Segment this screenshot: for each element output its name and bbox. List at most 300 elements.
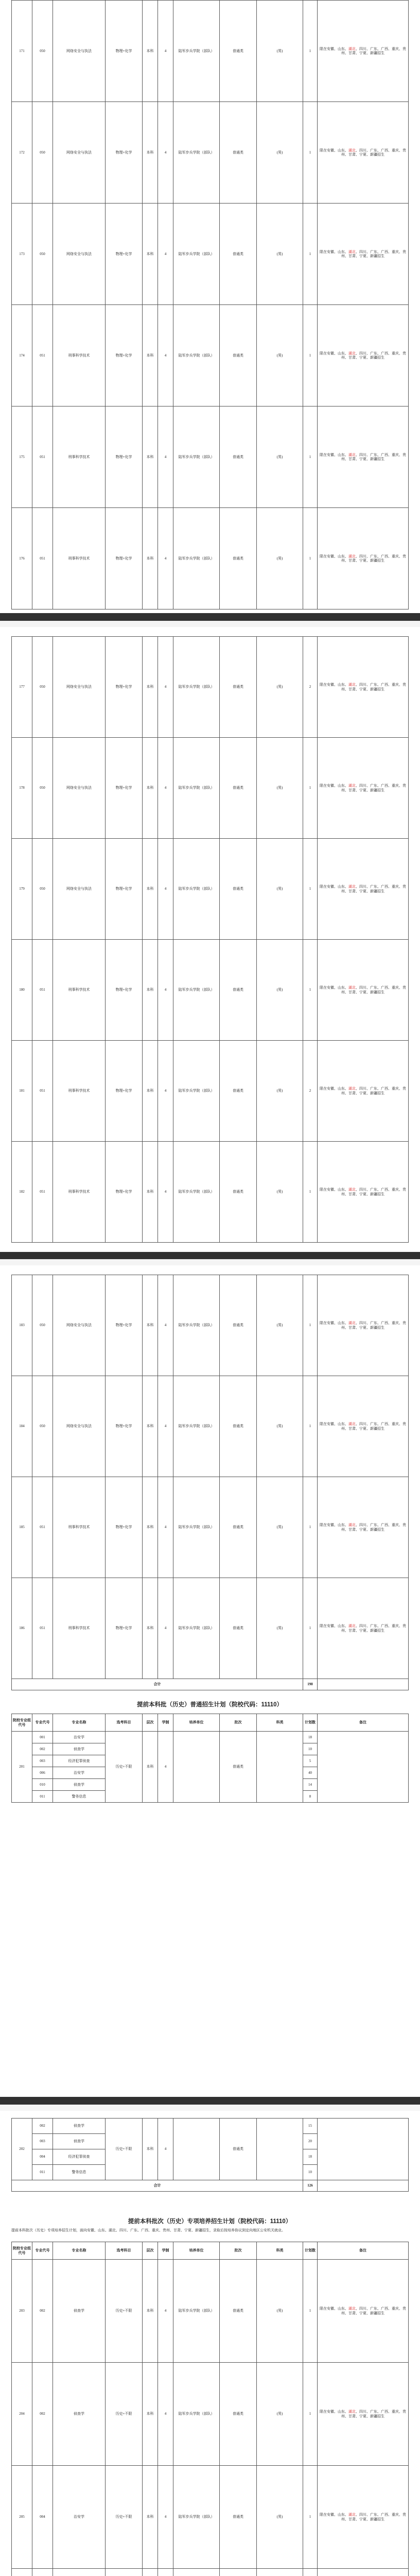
plan-count-cell: 1 [303,1275,318,1376]
remark-cell [318,2466,409,2569]
level-cell: 本科 [143,406,158,508]
category-cell: (男) [257,1142,303,1243]
remark-text: 、四川、广东、广西、重庆、贵州、甘肃、宁夏、新疆招生 [341,2307,406,2315]
remark-text: 限在安徽、山东、 [320,885,348,889]
subject-cell: 物理+化学 [106,940,143,1041]
remark-text: 、四川、广东、广西、重庆、贵州、甘肃、宁夏、新疆招生 [341,46,406,55]
major-code-cell: 050 [32,738,53,839]
years-cell: 4 [158,1041,173,1142]
remark-highlight: 湖北 [348,986,356,990]
major-code-cell: 011 [32,1791,53,1803]
batch-cell: 普通类 [220,2466,257,2569]
remark-cell [318,1275,409,1376]
remark-highlight: 湖北 [348,683,356,687]
plan-table [11,1275,409,1690]
major-name-cell: 警务信息 [53,1791,106,1803]
section-title: 提前本科批（历史）普通招生计划（院校代码：11110） [136,1702,283,1708]
table-row [12,305,409,406]
group-code-cell: 179 [12,839,32,940]
subject-cell: 物理+化学 [106,1578,143,1679]
plan-count-cell: 18 [303,1732,318,1743]
major-name-cell: 刑事科学技术 [53,406,106,508]
major-name-cell: 治安学 [53,1767,106,1779]
table-row [12,839,409,940]
remark-text: 、四川、广东、广西、重庆、贵州、甘肃、宁夏、新疆招生 [341,1523,406,1532]
batch-cell: 普通类 [220,738,257,839]
table-header-row [12,2242,409,2260]
column-header: 层次 [143,1714,158,1732]
remark-text: 、四川、广东、广西、重庆、贵州、甘肃、宁夏、新疆招生 [341,1422,406,1431]
remark-highlight: 湖北 [348,1422,356,1427]
column-header: 备注 [318,1714,409,1732]
page-separator [0,2097,420,2105]
major-name-cell [53,2569,106,2576]
subject-cell: 物理+化学 [106,839,143,940]
group-code-cell: 176 [12,508,32,609]
subject-cell: 物理+化学 [106,1041,143,1142]
subject-cell: 物理+化学 [106,1477,143,1578]
remark-text: 限在安徽、山东、 [320,554,348,558]
remark-highlight: 湖北 [348,2513,356,2517]
major-code-cell: 002 [32,2260,53,2363]
total-row [12,2180,409,2192]
column-header: 学制 [158,2242,173,2260]
remark-text: 限在安徽、山东、 [320,683,348,687]
subject-cell: 历史+不限 [106,1732,143,1803]
category-cell: (男) [257,1041,303,1142]
group-code-cell: 173 [12,204,32,305]
plan-count-cell: 1 [303,1376,318,1477]
column-header: 学制 [158,1714,173,1732]
column-header: 培养单位 [173,2242,220,2260]
plan-count-cell: 1 [303,738,318,839]
remark-text: 限在安徽、山东、 [320,1523,348,1528]
years-cell: 4 [158,1376,173,1477]
level-cell: 本科 [143,2363,158,2466]
major-code-cell [32,2569,53,2576]
level-cell [143,2569,158,2576]
major-code-cell: 001 [32,1732,53,1743]
years-cell: 4 [158,1578,173,1679]
table-row [12,1376,409,1477]
group-code-cell: 183 [12,1275,32,1376]
group-code-cell: 186 [12,1578,32,1679]
remark-text: 、四川、广东、广西、重庆、贵州、甘肃、宁夏、新疆招生 [341,1087,406,1095]
major-name-cell: 刑事科学技术 [53,1477,106,1578]
remark-highlight: 湖北 [348,1321,356,1326]
section-note: 提前本科批次（历史）专项培养招生计划，面向安徽、山东、湖北、四川、广东、广西、重庆、贵州、甘肃、宁夏、新疆招生，录取后按培养协议到定向地区公安机关就业。 [11,2228,285,2232]
section-title: 提前本科批次（历史）专项培养招生计划（院校代码：11110） [128,2218,292,2225]
plan-count-cell: 18 [303,2149,318,2165]
unit-cell: 陆军步兵学院（部队） [173,1275,220,1376]
major-name-cell: 经济犯罪侦查 [53,2149,106,2165]
major-name-cell: 警务信息 [53,2165,106,2180]
batch-cell: 普通类 [220,1041,257,1142]
unit-cell [173,1732,220,1803]
major-name-cell: 治安学 [53,2466,106,2569]
unit-cell: 陆军步兵学院（部队） [173,1578,220,1679]
category-cell: (男) [257,839,303,940]
plan-count-cell: 1 [303,204,318,305]
remark-text: 限在安徽、山东、 [320,1321,348,1326]
remark-text: 、四川、广东、广西、重庆、贵州、甘肃、宁夏、新疆招生 [341,2513,406,2521]
category-cell: (男) [257,102,303,204]
years-cell: 4 [158,102,173,204]
remark-highlight: 湖北 [348,2410,356,2414]
table-row [12,2569,409,2576]
remark-highlight: 湖北 [348,2307,356,2311]
page-gap [0,621,420,627]
major-code-cell: 050 [32,637,53,738]
category-cell [257,1732,303,1803]
table-row [12,1,409,102]
page-separator [0,613,420,621]
unit-cell: 陆军步兵学院（部队） [173,2363,220,2466]
years-cell: 4 [158,940,173,1041]
subject-cell: 历史+不限 [106,2260,143,2363]
group-code-cell: 205 [12,2466,32,2569]
major-code-cell: 003 [32,1755,53,1767]
group-code-cell: 203 [12,2260,32,2363]
remark-text: 限在安徽、山东、 [320,784,348,788]
level-cell: 本科 [143,1275,158,1376]
remark-text: 、四川、广东、广西、重庆、贵州、甘肃、宁夏、新疆招生 [341,351,406,360]
level-cell: 本科 [143,1142,158,1243]
remark-cell [318,508,409,609]
major-name-cell: 侦查学 [53,2363,106,2466]
major-code-cell: 011 [32,2165,53,2180]
unit-cell: 陆军步兵学院（部队） [173,508,220,609]
category-cell: (男) [257,2466,303,2569]
major-name-cell: 网络安全与执法 [53,1,106,102]
remark-text: 限在安徽、山东、 [320,1422,348,1427]
major-code-cell: 003 [32,2134,53,2149]
category-cell [257,2119,303,2180]
subject-cell: 物理+化学 [106,508,143,609]
remark-cell [318,1,409,102]
plan-count-cell: 1 [303,1477,318,1578]
subject-cell: 历史+不限 [106,2363,143,2466]
remark-text: 限在安徽、山东、 [320,1624,348,1629]
remark-cell [318,1376,409,1477]
major-code-cell: 050 [32,1376,53,1477]
years-cell: 4 [158,2119,173,2180]
major-name-cell: 刑事科学技术 [53,1142,106,1243]
column-header: 批次 [220,1714,257,1732]
remark-text: 、四川、广东、广西、重庆、贵州、甘肃、宁夏、新疆招生 [341,885,406,893]
table-row [12,940,409,1041]
major-name-cell: 刑事科学技术 [53,1041,106,1142]
table-row [12,406,409,508]
remark-text: 、四川、广东、广西、重庆、贵州、甘肃、宁夏、新疆招生 [341,1624,406,1633]
unit-cell: 陆军步兵学院（部队） [173,940,220,1041]
remark-text: 限在安徽、山东、 [320,2513,348,2517]
remark-cell [318,738,409,839]
major-name-cell: 网络安全与执法 [53,102,106,204]
table-row [12,2260,409,2363]
years-cell: 4 [158,637,173,738]
plan-count-cell: 1 [303,1142,318,1243]
column-header: 培养单位 [173,1714,220,1732]
major-code-cell: 002 [32,2363,53,2466]
batch-cell: 普通类 [220,2260,257,2363]
batch-cell: 普通类 [220,1732,257,1803]
major-name-cell: 刑事科学技术 [53,1578,106,1679]
level-cell: 本科 [143,102,158,204]
major-code-cell: 004 [32,2466,53,2569]
batch-cell: 普通类 [220,2119,257,2180]
major-name-cell: 网络安全与执法 [53,204,106,305]
plan-count-cell [303,2569,318,2576]
level-cell: 本科 [143,940,158,1041]
group-code-cell: 175 [12,406,32,508]
group-code-cell: 172 [12,102,32,204]
remark-highlight: 湖北 [348,554,356,558]
remark-text: 、四川、广东、广西、重庆、贵州、甘肃、宁夏、新疆招生 [341,2410,406,2418]
major-name-cell: 治安学 [53,1732,106,1743]
category-cell: (男) [257,1477,303,1578]
category-cell: (男) [257,508,303,609]
subject-cell: 物理+化学 [106,1,143,102]
years-cell: 4 [158,2466,173,2569]
remark-highlight: 湖北 [348,1188,356,1192]
remark-text: 、四川、广东、广西、重庆、贵州、甘肃、宁夏、新疆招生 [341,784,406,792]
unit-cell [173,2569,220,2576]
level-cell: 本科 [143,1578,158,1679]
plan-count-cell: 5 [303,1755,318,1767]
level-cell: 本科 [143,738,158,839]
remark-highlight: 湖北 [348,1523,356,1528]
batch-cell [220,2569,257,2576]
column-header: 计划数 [303,2242,318,2260]
column-header: 专业名称 [53,2242,106,2260]
remark-cell [318,2260,409,2363]
remark-text: 限在安徽、山东、 [320,2410,348,2414]
remark-highlight: 湖北 [348,885,356,889]
major-name-cell: 刑事科学技术 [53,508,106,609]
major-name-cell: 侦查学 [53,2119,106,2134]
batch-cell: 普通类 [220,204,257,305]
batch-cell: 普通类 [220,1142,257,1243]
level-cell: 本科 [143,2260,158,2363]
plan-count-cell: 40 [303,1767,318,1779]
major-name-cell: 网络安全与执法 [53,738,106,839]
column-header: 选考科目 [106,2242,143,2260]
major-name-cell: 侦查学 [53,2134,106,2149]
batch-cell: 普通类 [220,839,257,940]
total-remark [318,1679,409,1690]
remark-text: 限在安徽、山东、 [320,249,348,254]
page-gap [0,1259,420,1265]
remark-highlight: 湖北 [348,1087,356,1091]
plan-count-cell: 1 [303,508,318,609]
years-cell: 4 [158,508,173,609]
level-cell: 本科 [143,839,158,940]
remark-cell [318,305,409,406]
unit-cell: 陆军步兵学院（部队） [173,839,220,940]
level-cell: 本科 [143,637,158,738]
subject-cell: 历史+不限 [106,2119,143,2180]
category-cell: (男) [257,204,303,305]
unit-cell: 陆军步兵学院（部队） [173,1477,220,1578]
total-row [12,1679,409,1690]
remark-cell [318,102,409,204]
major-code-cell: 051 [32,305,53,406]
batch-cell: 普通类 [220,2363,257,2466]
group-code-cell [12,2569,32,2576]
subject-cell: 物理+化学 [106,1275,143,1376]
major-code-cell: 051 [32,940,53,1041]
unit-cell: 陆军步兵学院（部队） [173,637,220,738]
remark-text: 限在安徽、山东、 [320,452,348,457]
major-name-cell: 网络安全与执法 [53,1376,106,1477]
plan-count-cell: 2 [303,1041,318,1142]
level-cell: 本科 [143,1477,158,1578]
remark-text: 限在安徽、山东、 [320,351,348,355]
plan-count-cell: 2 [303,637,318,738]
remark-cell [318,2569,409,2576]
table-row [12,2119,409,2134]
remark-text: 、四川、广东、广西、重庆、贵州、甘肃、宁夏、新疆招生 [341,986,406,994]
major-code-cell: 050 [32,839,53,940]
column-header: 专业代号 [32,2242,53,2260]
major-code-cell: 050 [32,1275,53,1376]
column-header: 专业代号 [32,1714,53,1732]
unit-cell: 陆军步兵学院（部队） [173,2466,220,2569]
subject-cell: 物理+化学 [106,1376,143,1477]
subject-cell: 物理+化学 [106,204,143,305]
category-cell: (男) [257,738,303,839]
years-cell [158,2569,173,2576]
subject-cell: 物理+化学 [106,1142,143,1243]
subject-cell: 物理+化学 [106,102,143,204]
unit-cell [173,2119,220,2180]
batch-cell: 普通类 [220,406,257,508]
years-cell: 4 [158,1732,173,1803]
major-code-cell: 006 [32,1767,53,1779]
batch-cell: 普通类 [220,1578,257,1679]
level-cell: 本科 [143,1376,158,1477]
remark-cell [318,1578,409,1679]
category-cell: (男) [257,1578,303,1679]
remark-text: 限在安徽、山东、 [320,2307,348,2311]
plan-count-cell: 20 [303,2134,318,2149]
batch-cell: 普通类 [220,1275,257,1376]
unit-cell: 陆军步兵学院（部队） [173,1041,220,1142]
remark-cell [318,839,409,940]
category-cell: (男) [257,2260,303,2363]
years-cell: 4 [158,204,173,305]
unit-cell: 陆军步兵学院（部队） [173,305,220,406]
unit-cell: 陆军步兵学院（部队） [173,2260,220,2363]
remark-cell [318,637,409,738]
remark-text: 、四川、广东、广西、重庆、贵州、甘肃、宁夏、新疆招生 [341,554,406,563]
total-remark [318,2180,409,2192]
remark-highlight: 湖北 [348,148,356,152]
page-separator [0,1252,420,1259]
plan-count-cell: 1 [303,2363,318,2466]
level-cell: 本科 [143,1732,158,1803]
years-cell: 4 [158,1275,173,1376]
remark-text: 、四川、广东、广西、重庆、贵州、甘肃、宁夏、新疆招生 [341,148,406,157]
group-code-cell: 178 [12,738,32,839]
subject-cell [106,2569,143,2576]
major-code-cell: 004 [32,2149,53,2165]
remark-highlight: 湖北 [348,351,356,355]
years-cell: 4 [158,1477,173,1578]
remark-cell [318,1142,409,1243]
remark-cell [318,406,409,508]
major-code-cell: 051 [32,406,53,508]
table-row [12,738,409,839]
table-row [12,2363,409,2466]
major-code-cell: 002 [32,1743,53,1755]
table-row [12,1041,409,1142]
column-header: 科类 [257,1714,303,1732]
group-table [11,1714,409,1803]
major-name-cell: 刑事科学技术 [53,940,106,1041]
category-cell: (男) [257,940,303,1041]
table-row [12,1477,409,1578]
years-cell: 4 [158,2260,173,2363]
remark-cell [318,1732,409,1803]
major-code-cell: 010 [32,1779,53,1791]
remark-text: 限在安徽、山东、 [320,46,348,51]
remark-text: 限在安徽、山东、 [320,986,348,990]
unit-cell: 陆军步兵学院（部队） [173,1,220,102]
major-name-cell: 经济犯罪侦查 [53,1755,106,1767]
subject-cell: 物理+化学 [106,738,143,839]
group-code-cell: 182 [12,1142,32,1243]
plan-count-cell: 8 [303,1791,318,1803]
remark-text: 限在安徽、山东、 [320,1087,348,1091]
unit-cell: 陆军步兵学院（部队） [173,1376,220,1477]
years-cell: 4 [158,738,173,839]
major-name-cell: 网络安全与执法 [53,839,106,940]
plan-count-cell: 15 [303,2119,318,2134]
remark-highlight: 湖北 [348,1624,356,1629]
remark-text: 、四川、广东、广西、重庆、贵州、甘肃、宁夏、新疆招生 [341,249,406,258]
remark-highlight: 湖北 [348,249,356,254]
years-cell: 4 [158,839,173,940]
level-cell: 本科 [143,1041,158,1142]
plan-table [11,0,409,609]
batch-cell: 普通类 [220,1376,257,1477]
group-code-cell: 184 [12,1376,32,1477]
table-row [12,1732,409,1743]
plan-count-cell: 14 [303,1779,318,1791]
category-cell: (男) [257,637,303,738]
column-header: 备注 [318,2242,409,2260]
table-header-row [12,1714,409,1732]
table-row [12,102,409,204]
group-code-cell: 177 [12,637,32,738]
plan-table [11,636,409,1243]
column-header: 计划数 [303,1714,318,1732]
group-table [11,2118,409,2192]
category-cell: (男) [257,2363,303,2466]
total-label: 合计 [12,1679,303,1690]
plan-count-cell: 1 [303,102,318,204]
remark-cell [318,940,409,1041]
table-row [12,204,409,305]
years-cell: 4 [158,406,173,508]
total-value: 126 [303,2180,318,2192]
column-header: 批次 [220,2242,257,2260]
remark-highlight: 湖北 [348,784,356,788]
table-row [12,1275,409,1376]
plan-count-cell: 1 [303,1,318,102]
